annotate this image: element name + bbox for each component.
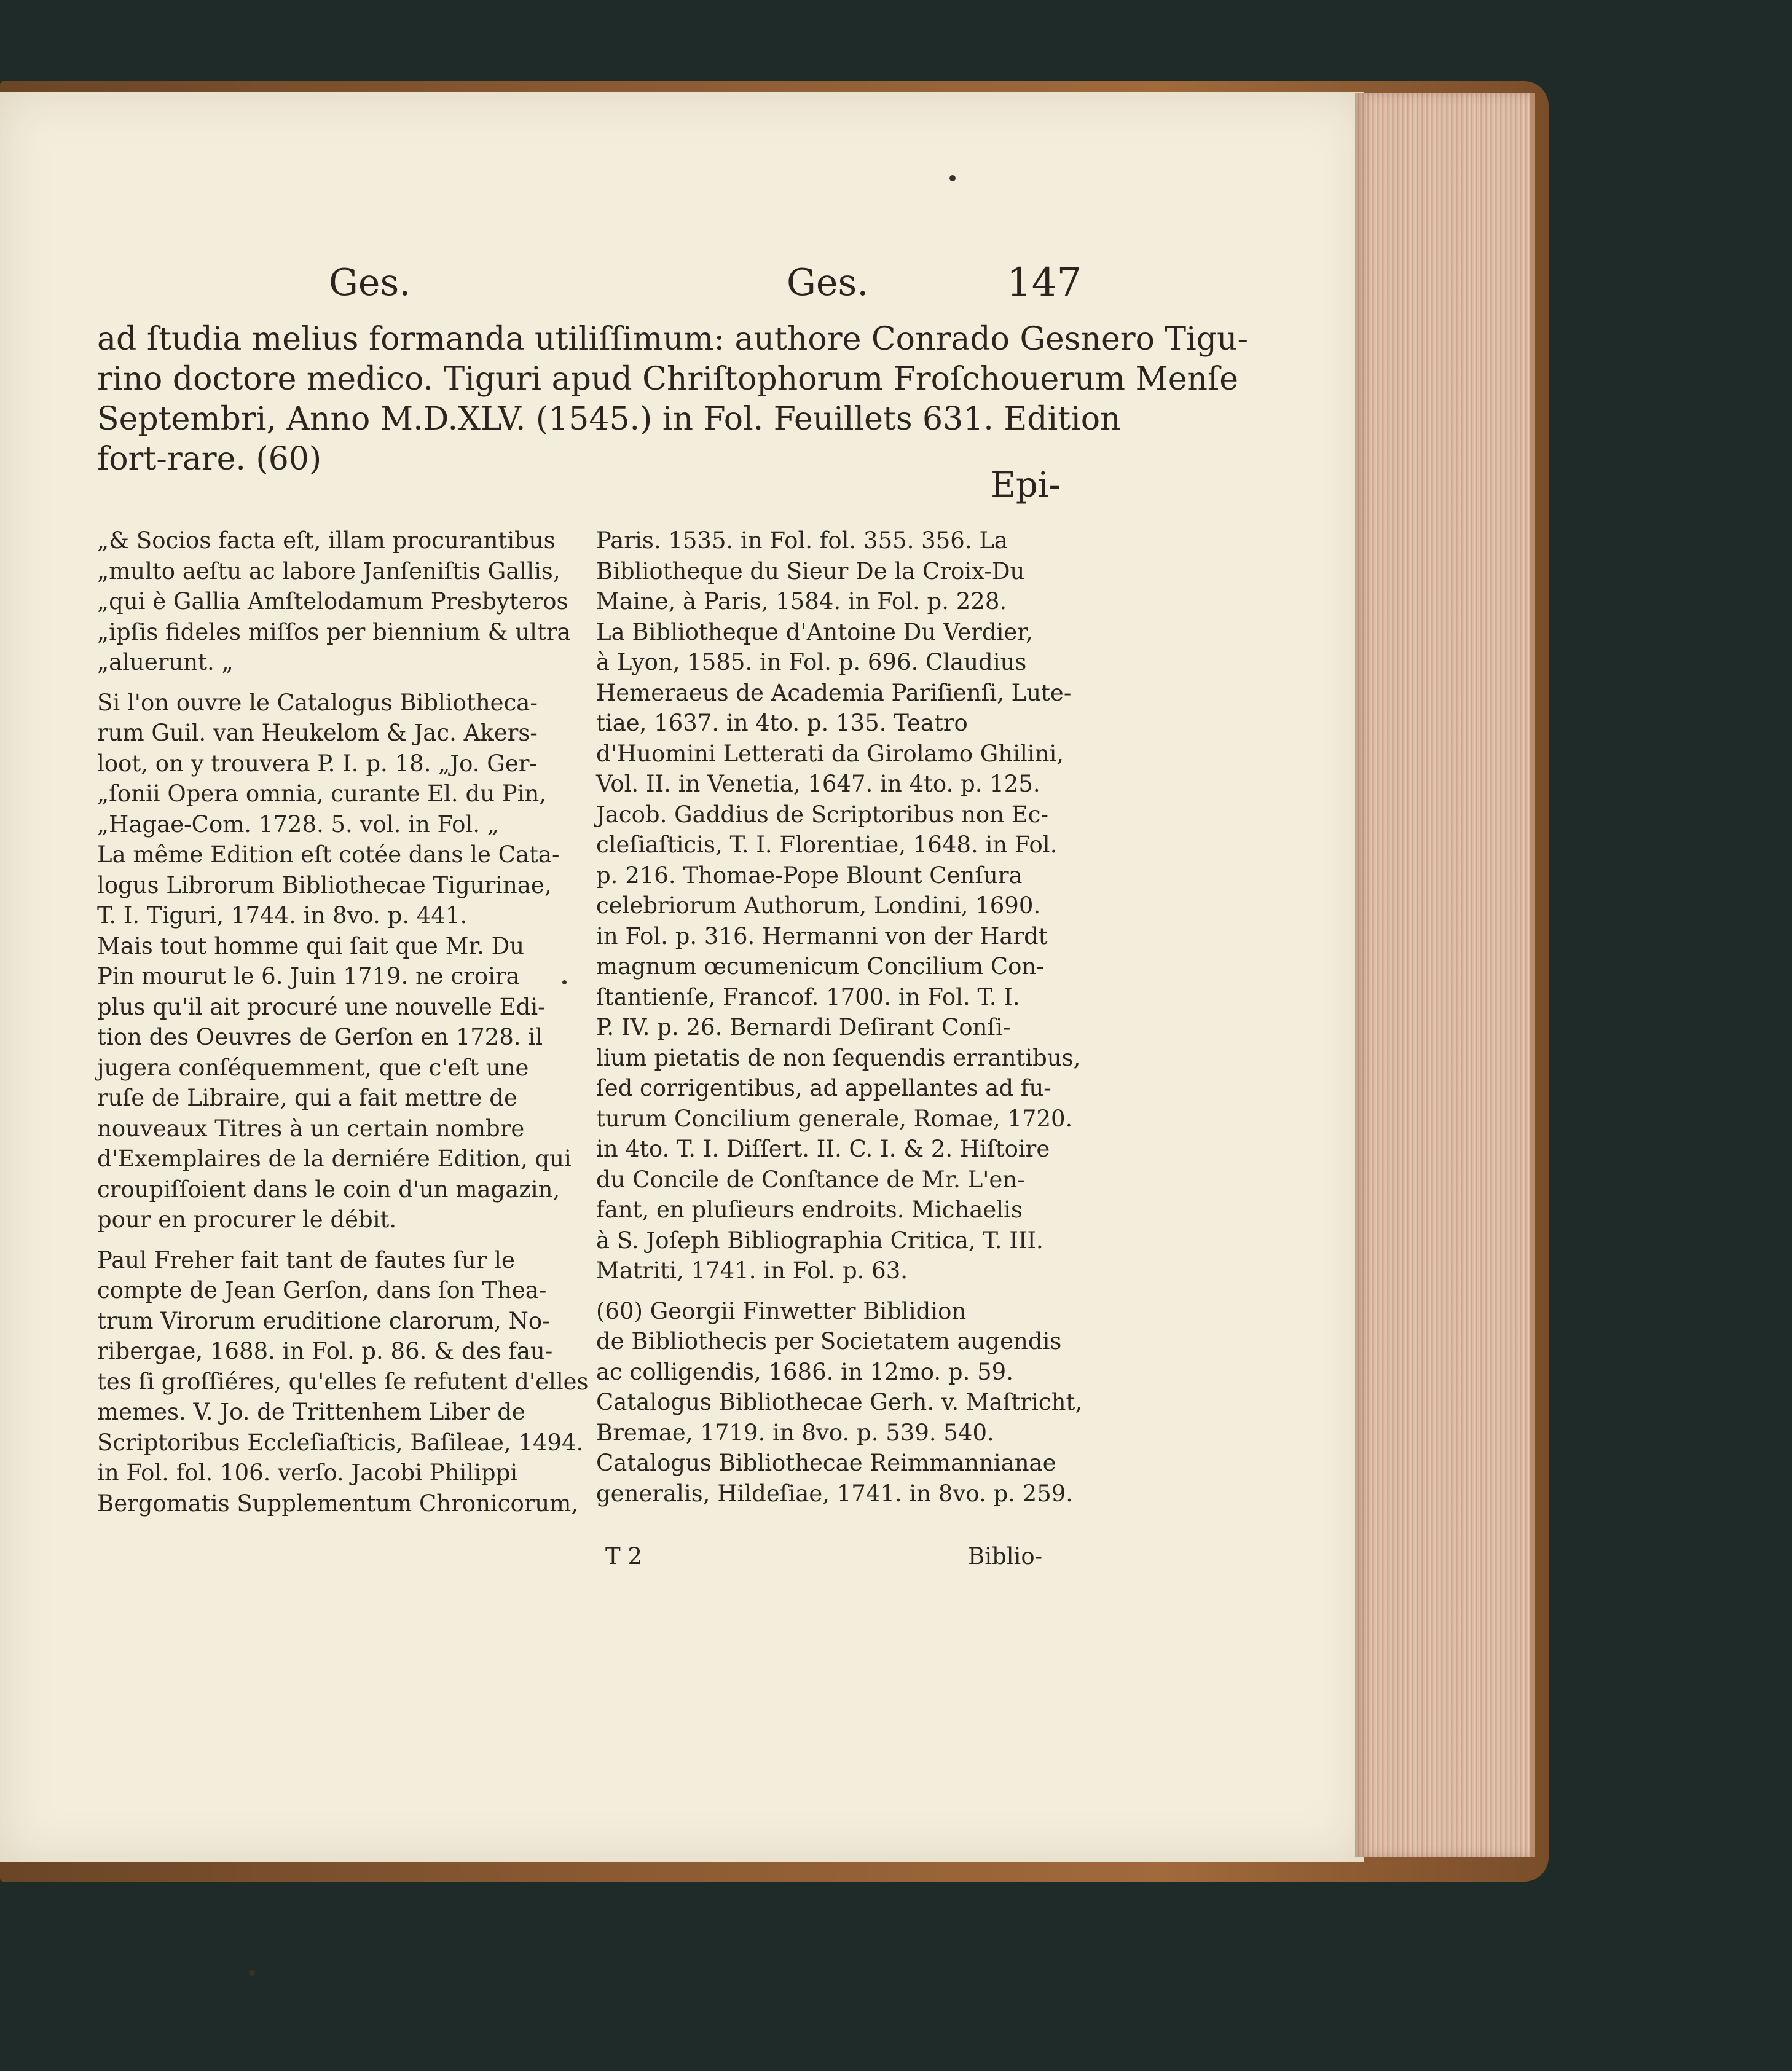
text-line: Hemeraeus de Academia Pariſienſi, Lute- <box>596 679 1072 706</box>
text-line: à Lyon, 1585. in Fol. p. 696. Claudius <box>596 649 1027 675</box>
text-line: trum Virorum eruditione clarorum, No- <box>97 1307 550 1334</box>
text-line: Bibliotheque du Sieur De la Croix-Du <box>596 557 1025 584</box>
text-line: Maine, à Paris, 1584. in Fol. p. 228. <box>596 588 1007 615</box>
text-line: Jacob. Gaddius de Scriptoribus non Ec- <box>596 801 1048 828</box>
text-line: Si l'on ouvre le Catalogus Bibliotheca- <box>97 689 538 716</box>
text-line: magnum œcumenicum Concilium Con- <box>596 953 1044 980</box>
text-line: „multo aeſtu ac labore Janſeniſtis Gallis, <box>97 557 560 584</box>
footnote-line: Catalogus Bibliothecae Gerh. v. Maſtricht, <box>596 1389 1083 1415</box>
running-head-left: Ges. <box>329 261 411 304</box>
text-line: compte de Jean Gerſon, dans ſon Thea- <box>97 1277 547 1303</box>
text-line: à S. Joſeph Bibliographia Critica, T. III. <box>596 1227 1043 1254</box>
text-line: d'Huomini Letterati da Girolamo Ghilini, <box>596 740 1064 767</box>
footnote-line: Bremae, 1719. in 8vo. p. 539. 540. <box>596 1419 994 1446</box>
text-line: d'Exemplaires de la derniére Edition, qui <box>97 1146 572 1172</box>
text-line: du Concile de Conſtance de Mr. L'en- <box>596 1166 1025 1193</box>
ink-speck <box>949 175 956 181</box>
text-line: lium pietatis de non ſequendis errantibus, <box>596 1044 1081 1071</box>
catchword-top: Epi- <box>991 465 1061 505</box>
text-line: croupiſſoient dans le coin d'un magazin, <box>97 1176 560 1203</box>
paragraph-gap <box>97 678 570 688</box>
text-line: tion des Oeuvres de Gerſon en 1728. il <box>97 1024 543 1050</box>
text-line: Scriptoribus Eccleſiaſticis, Baſileae, 1494. <box>97 1429 584 1456</box>
paragraph-gap <box>97 1235 570 1245</box>
text-line: ribergae, 1688. in Fol. p. 86. & des fau- <box>97 1338 553 1364</box>
text-line: plus qu'il ait procuré une nouvelle Edi- <box>97 993 546 1020</box>
text-line: Mais tout homme qui ſait que Mr. Du <box>97 932 525 959</box>
text-line: „Hagae-Com. 1728. 5. vol. in Fol. „ <box>97 811 499 838</box>
text-line: cleſiaſticis, T. I. Florentiae, 1648. in Fol. <box>596 831 1058 858</box>
footnote-line: ac colligendis, 1686. in 12mo. p. 59. <box>596 1358 1013 1385</box>
text-line: in 4to. T. I. Diſſert. II. C. I. & 2. Hiſtoire <box>596 1136 1050 1162</box>
text-line: T. I. Tiguri, 1744. in 8vo. p. 441. <box>97 902 468 929</box>
text-line: celebriorum Authorum, Londini, 1690. <box>596 892 1041 919</box>
top-line: ad ſtudia melius formanda utiliſſimum: authore Conrado Gesnero Tigu- <box>97 321 1249 358</box>
text-line: Paris. 1535. in Fol. fol. 355. 356. La <box>596 527 1008 554</box>
text-line: in Fol. fol. 106. verſo. Jacobi Philippi <box>97 1460 518 1486</box>
ink-speck <box>249 1970 255 1976</box>
text-line: rum Guil. van Heukelom & Jac. Akers- <box>97 720 538 746</box>
footnote-line: de Bibliothecis per Societatem augendis <box>596 1328 1062 1354</box>
text-line: Paul Freher fait tant de fautes ſur le <box>97 1246 515 1273</box>
footnote-line: (60) Georgii Finwetter Biblidion <box>596 1297 967 1324</box>
top-line: Septembri, Anno M.D.XLV. (1545.) in Fol. Feuillets 631. Edition <box>97 401 1121 438</box>
text-line: nouveaux Titres à un certain nombre <box>97 1115 525 1142</box>
text-line: ſed corrigentibus, ad appellantes ad fu- <box>596 1075 1051 1101</box>
text-line: tes ſi groſſiéres, qu'elles ſe refutent d'elles <box>97 1368 589 1395</box>
text-line: ruſe de Libraire, qui a fait mettre de <box>97 1085 517 1111</box>
text-line: Bergomatis Supplementum Chronicorum, <box>97 1490 579 1517</box>
text-line: „ipſis fideles miſſos per biennium & ultra <box>97 618 571 645</box>
text-line: P. IV. p. 26. Bernardi Deſirant Conſi- <box>596 1014 1011 1040</box>
footnote-line: generalis, Hildeſiae, 1741. in 8vo. p. 259. <box>596 1480 1074 1507</box>
top-line: rino doctore medico. Tiguri apud Chriſtophorum Froſchouerum Menſe <box>97 361 1239 398</box>
text-line: tiae, 1637. in 4to. p. 135. Teatro <box>596 710 968 736</box>
text-line: turum Concilium generale, Romae, 1720. <box>596 1105 1073 1132</box>
text-line: p. 216. Thomae-Pope Blount Cenſura <box>596 862 1023 889</box>
right-column <box>596 525 1083 1509</box>
text-line: jugera conſéquemment, que c'eſt une <box>97 1054 529 1081</box>
top-block <box>97 320 1249 479</box>
text-line: loot, on y trouvera P. I. p. 18. „Jo. Ger- <box>97 750 537 777</box>
text-line: in Fol. p. 316. Hermanni von der Hardt <box>596 922 1048 949</box>
text-line: logus Librorum Bibliothecae Tigurinae, <box>97 871 552 898</box>
paragraph-gap <box>596 1286 1069 1296</box>
text-line: „qui è Gallia Amſtelodamum Presbyteros <box>97 588 568 615</box>
text-line: Matriti, 1741. in Fol. p. 63. <box>596 1257 908 1284</box>
text-line: „& Socios facta eſt, illam procurantibus <box>97 527 556 554</box>
text-line: „aluerunt. „ <box>97 649 234 675</box>
running-head-center: Ges. <box>787 261 869 304</box>
left-column <box>97 525 589 1519</box>
top-line: fort-rare. (60) <box>97 441 322 477</box>
page-number: 147 <box>1007 260 1082 305</box>
ink-speck <box>562 980 567 984</box>
text-line: Pin mourut le 6. Juin 1719. ne croira <box>97 963 520 989</box>
text-line: pour en procurer le débit. <box>97 1206 397 1233</box>
text-line: Vol. II. in Venetia, 1647. in 4to. p. 125. <box>596 771 1040 797</box>
text-line: La même Edition eſt cotée dans le Cata- <box>97 841 560 868</box>
text-line: „ſonii Opera omnia, curante El. du Pin, <box>97 780 547 807</box>
text-line: fant, en pluſieurs endroits. Michaelis <box>596 1197 1023 1223</box>
catchword-bottom: Biblio- <box>968 1543 1043 1570</box>
text-line: memes. V. Jo. de Trittenhem Liber de <box>97 1399 525 1425</box>
signature-mark: T 2 <box>605 1543 642 1570</box>
footnote-line: Catalogus Bibliothecae Reimmannianae <box>596 1450 1056 1476</box>
text-line: La Bibliotheque d'Antoine Du Verdier, <box>596 618 1033 645</box>
text-line: ſtantienſe, Francof. 1700. in Fol. T. I. <box>596 983 1020 1010</box>
